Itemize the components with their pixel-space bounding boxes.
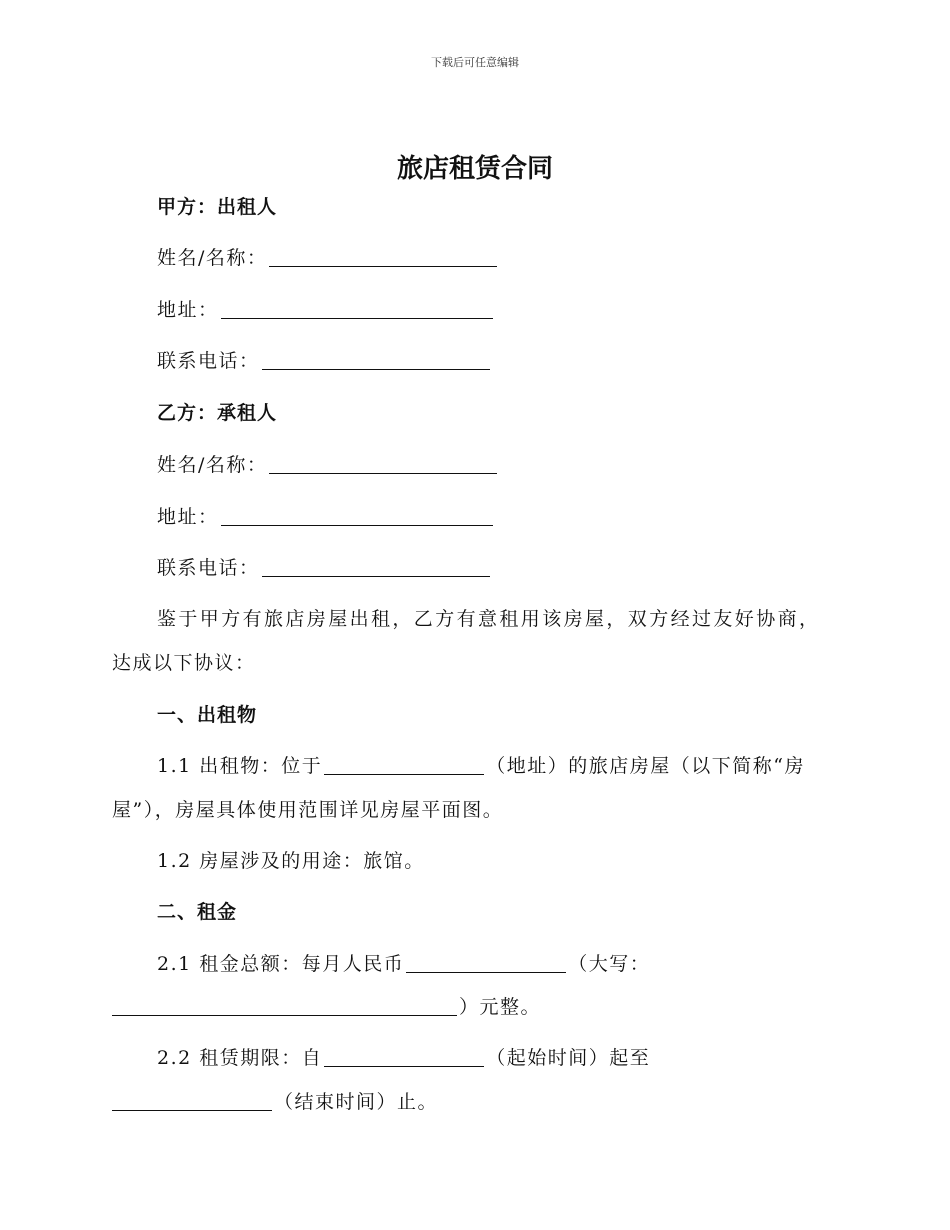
party-a-address-row: [157, 297, 495, 323]
party-b-name-label: 姓名/名称：: [157, 454, 268, 476]
item-2-1-text-c: ）元整。: [459, 996, 542, 1018]
party-b-name-row: [157, 452, 499, 478]
party-a-name-row: [157, 245, 499, 271]
section-1-heading: 一、出租物: [157, 704, 258, 726]
item-2-1-amount-blank[interactable]: [406, 952, 566, 973]
page-header: 下载后可任意编辑: [431, 56, 519, 69]
item-1-1-continuation: 屋”），房屋具体使用范围详见房屋平面图。: [112, 799, 504, 821]
party-b-address-row: [157, 504, 495, 530]
item-2-2-row: [157, 1045, 650, 1071]
intro-line-1: 鉴于甲方有旅店房屋出租，乙方有意租用该房屋，双方经过友好协商，: [157, 608, 821, 630]
party-a-phone-row: [157, 348, 492, 374]
party-a-name-blank[interactable]: [269, 246, 497, 267]
intro-line-2: 达成以下协议：: [112, 652, 256, 674]
item-2-2-text-b: （起始时间）起至: [486, 1047, 651, 1069]
party-a-phone-blank[interactable]: [262, 349, 490, 370]
item-1-1-text-b: （地址）的旅店房屋（以下简称“房: [486, 755, 805, 777]
item-1-1-row: [157, 753, 805, 779]
party-b-phone-row: [157, 555, 492, 581]
item-2-2-text-a: 2.2 租赁期限：自: [157, 1047, 323, 1069]
party-a-name-label: 姓名/名称：: [157, 247, 268, 269]
party-b-phone-blank[interactable]: [262, 556, 490, 577]
party-a-phone-label: 联系电话：: [157, 350, 260, 372]
party-b-address-blank[interactable]: [221, 505, 493, 526]
party-b-address-label: 地址：: [157, 506, 219, 528]
item-2-1-row: [157, 951, 650, 977]
document-title: 旅店租赁合同: [396, 154, 553, 184]
item-1-1-address-blank[interactable]: [324, 754, 484, 775]
section-2-heading: 二、租金: [157, 901, 238, 923]
item-2-1-text-b: （大写：: [568, 953, 651, 975]
item-2-2-end-blank[interactable]: [112, 1090, 272, 1111]
item-2-2-text-c: （结束时间）止。: [274, 1091, 439, 1113]
item-2-1-continuation: [112, 994, 541, 1020]
party-b-heading: 乙方：承租人: [157, 402, 278, 424]
item-2-2-continuation: [112, 1089, 438, 1115]
party-a-address-label: 地址：: [157, 299, 219, 321]
party-b-phone-label: 联系电话：: [157, 557, 260, 579]
party-a-heading: 甲方：出租人: [157, 196, 278, 218]
party-a-address-blank[interactable]: [221, 298, 493, 319]
item-1-2: 1.2 房屋涉及的用途：旅馆。: [157, 850, 425, 872]
item-2-2-start-blank[interactable]: [324, 1046, 484, 1067]
item-1-1-text-a: 1.1 出租物：位于: [157, 755, 323, 777]
item-2-1-capital-blank[interactable]: [112, 995, 457, 1016]
item-2-1-text-a: 2.1 租金总额：每月人民币: [157, 953, 405, 975]
party-b-name-blank[interactable]: [269, 453, 497, 474]
